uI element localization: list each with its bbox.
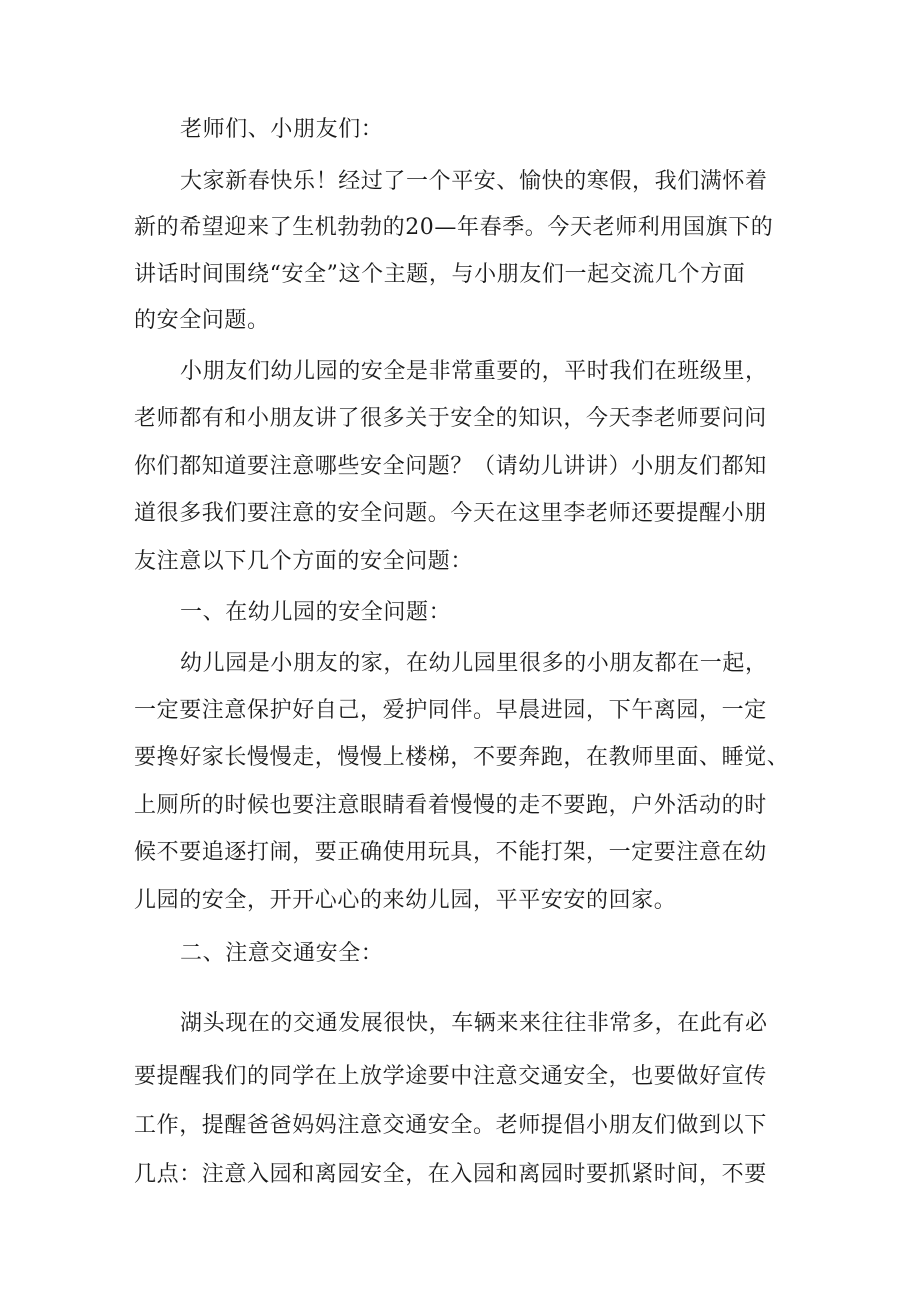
paragraph-1-line-3: 讲话时间围绕“安全”这个主题，与小朋友们一起交流几个方面: [134, 262, 746, 287]
paragraph-2-line-5: 友注意以下几个方面的安全问题：: [134, 549, 474, 574]
section-heading-1: 一、在幼儿园的安全问题：: [180, 600, 452, 625]
paragraph-4-line-2: 要提醒我们的同学在上放学途要中注意交通安全，也要做好宣传: [134, 1064, 767, 1089]
paragraph-4-line-3: 工作，提醒爸爸妈妈注意交通安全。老师提倡小朋友们做到以下: [134, 1113, 767, 1138]
paragraph-2-line-2: 老师都有和小朋友讲了很多关于安全的知识，今天李老师要问问: [134, 406, 767, 431]
paragraph-1-line-4: 的安全问题。: [134, 308, 270, 333]
salutation: 老师们、小朋友们：: [180, 117, 384, 142]
paragraph-2-line-3: 你们都知道要注意哪些安全问题？（请幼儿讲讲）小朋友们都知: [134, 454, 767, 479]
paragraph-4-line-4: 几点：注意入园和离园安全，在入园和离园时要抓紧时间，不要: [134, 1162, 767, 1187]
section-heading-2: 二、注意交通安全：: [180, 941, 384, 966]
paragraph-3-line-4: 上厕所的时候也要注意眼睛看着慢慢的走不要跑，户外活动的时: [134, 793, 767, 818]
paragraph-3-line-2: 一定要注意保护好自己，爱护同伴。早晨进园，下午离园，一定: [134, 698, 767, 723]
paragraph-3-line-5: 候不要追逐打闹，要正确使用玩具，不能打架，一定要注意在幼: [134, 840, 767, 865]
paragraph-4-line-1: 湖头现在的交通发展很快，车辆来来往往非常多，在此有必: [180, 1011, 768, 1036]
paragraph-3-line-3: 要搀好家长慢慢走，慢慢上楼梯，不要奔跑，在教师里面、睡觉、: [134, 745, 790, 770]
paragraph-3-line-6: 儿园的安全，开开心心的来幼儿园，平平安安的回家。: [134, 888, 677, 913]
paragraph-2-line-4: 道很多我们要注意的安全问题。今天在这里李老师还要提醒小朋: [134, 501, 767, 526]
paragraph-3-line-1: 幼儿园是小朋友的家，在幼儿园里很多的小朋友都在一起，: [180, 651, 768, 676]
paragraph-2-line-1: 小朋友们幼儿园的安全是非常重要的，平时我们在班级里，: [180, 359, 768, 384]
paragraph-1-line-1: 大家新春快乐！经过了一个平安、愉快的寒假，我们满怀着: [180, 169, 768, 194]
paragraph-1-line-2: 新的希望迎来了生机勃勃的20—年春季。今天老师利用国旗下的: [134, 215, 774, 240]
